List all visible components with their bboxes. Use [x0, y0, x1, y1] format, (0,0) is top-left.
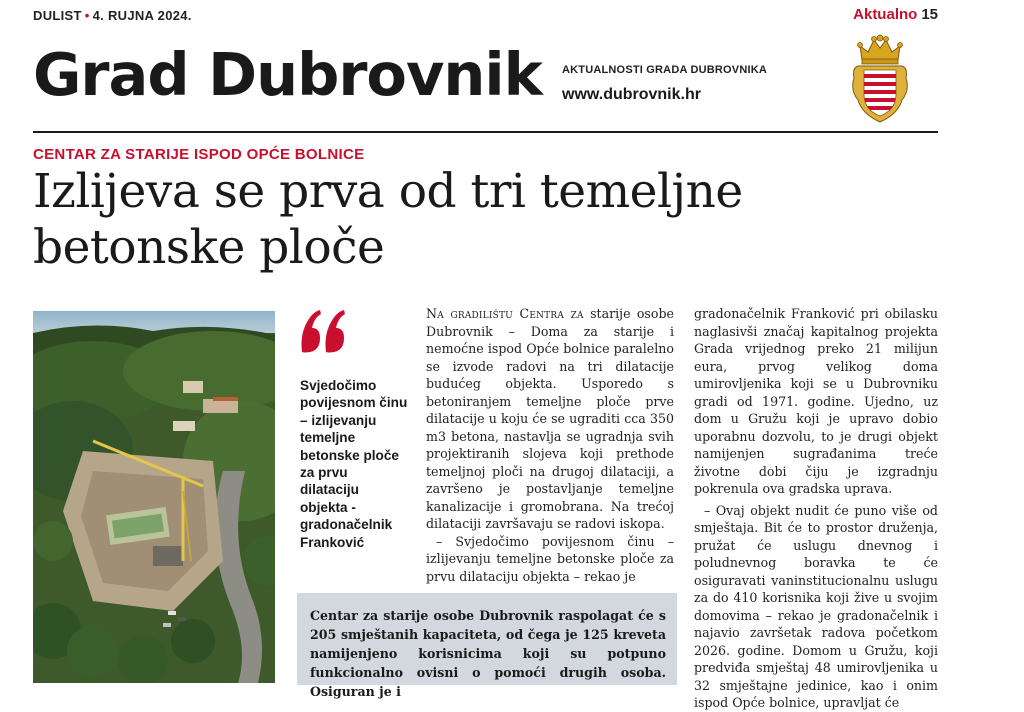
masthead-title: Grad Dubrovnik	[33, 40, 542, 109]
page-number: 15	[921, 6, 938, 23]
info-box	[297, 593, 677, 699]
quote-mark-icon	[298, 306, 348, 358]
section-page-label	[853, 6, 938, 23]
column-2-paragraph-1: gradonačelnik Franković pri obilasku naglasivši značaj kapitalnog projekta Grada vrijednog preko 21 milijun eura, prvog velikog doma umirovljenika koji se u Dubrovniku gradi od 1971. godine. Ujedno, uz dom u Gružu koji je upravo dobio uporabnu dozvolu, to je drugi objekt namijenjen sugrađanima treće životne dobi čiju je izgradnju pokrenula ova gradska uprava.	[694, 306, 938, 496]
column-2-paragraph-2: – Ovaj objekt nudit će puno više od smještaja. Bit će to prostor druženja, pružat će uslugu dnevnog i poludnevnog boravka te će osiguravati vaninstitucionalnu uslugu za do 410 korisnika koji žive u svojim domovima – rekao je gradonačelnik i najavio završetak radova početkom 2026. godine. Domom u Gružu, koji predviđa smještaj 48 umirovljenika u 32 smještajne jedinice, kao i onim ispod Opće bolnice, upravljat će	[694, 502, 938, 710]
column-1-paragraph-2: – Svjedočimo povijesnom činu – izlijevanju temeljne betonske ploče za prvu dilataciju objekta – rekao je	[426, 533, 674, 584]
column-1-paragraph-1	[426, 305, 674, 533]
dubrovnik-coat-of-arms-icon	[848, 34, 912, 126]
lead-in: Na gradilištu Centra za	[426, 306, 584, 321]
section-name: Aktualno	[853, 6, 918, 23]
column-1-paragraph-1-text: starije osobe Dubrovnik – Doma za starije i nemoćne ispod Opće bolnice paralelno se izvode radovi na tri dilatacije budućeg objekta. Usporedo s betoniranjem temeljne ploče prve dilatacije u koju će se ugraditi cca 350 m3 betona, nastavlja se ugradnja svih projektiranih slojeva koji prethode temeljnoj ploči na drugoj dilataciji, a završeno je postavljanje temeljne kanalizacije i gromobrana. Na trećoj dilataciji završavaju se radovi iskopa.	[426, 306, 674, 531]
construction-site-photo	[33, 311, 275, 683]
info-box-text: Centar za starije osobe Dubrovnik raspolagat će s 205 smještanih kapaciteta, od čega je 125 kreveta namijenjeno korisnicima koji su potpuno funkcionalno ovisni o pomoći drugih osoba. Osiguran je i	[310, 608, 666, 699]
publication-name: DULIST	[33, 8, 82, 23]
masthead-website: www.dubrovnik.hr	[562, 86, 701, 103]
masthead-divider	[33, 131, 938, 133]
issue-date: 4. RUJNA 2024.	[92, 8, 192, 23]
article-headline: Izlijeva se prva od tri temeljne betonske ploče	[33, 164, 743, 275]
pull-quote: Svjedočimo povijesnom činu – izlijevanju temeljne betonske ploče za prvu dilataciju objekta - gradonačelnik Franković	[300, 378, 408, 550]
publication-date-line	[33, 8, 192, 23]
article-kicker: CENTAR ZA STARIJE ISPOD OPĆE BOLNICE	[33, 146, 365, 163]
separator-dot: •	[84, 8, 90, 23]
article-column-1	[426, 305, 674, 585]
top-strip	[33, 6, 938, 26]
article-column-2	[694, 305, 938, 712]
masthead-tagline: AKTUALNOSTI GRADA DUBROVNIKA	[562, 64, 768, 76]
